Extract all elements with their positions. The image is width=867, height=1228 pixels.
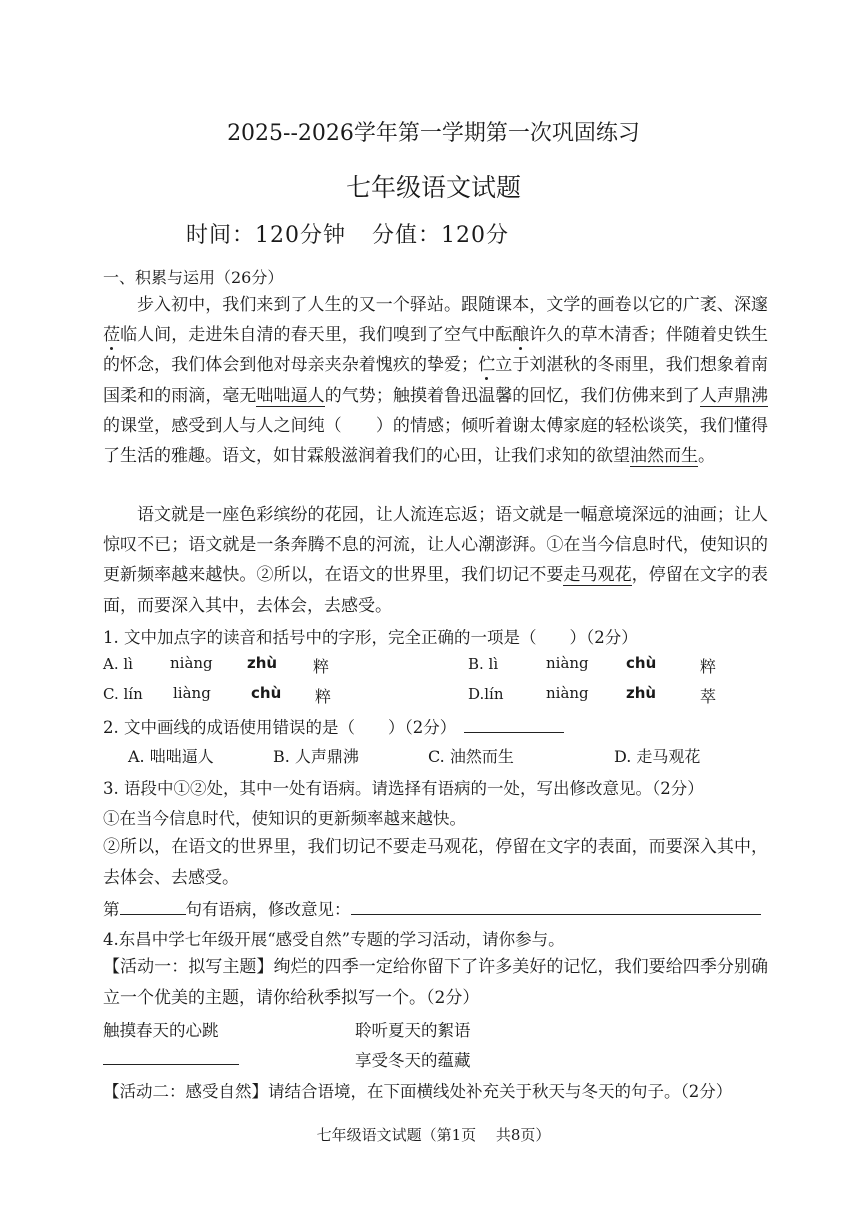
q2-option-b[interactable]: B. 人声鼎沸	[273, 747, 359, 766]
q1-option-c[interactable]: C. lín liàng chù 粹	[103, 684, 332, 706]
spring-theme: 触摸春天的心跳	[103, 1021, 219, 1040]
passage-paragraph-2: 语文就是一座色彩缤纷的花园，让人流连忘返；语文就是一幅意境深远的油画；让人惊叹不已；语文就是一条奔腾不息的河流，让人心潮澎湃。①在当今信息时代，使知识的更新频率越来越快。②所以，在语文的世界里，我们切记不要走马观花，停留在文字的表面，而要深入其中，去体会，去感受。	[103, 505, 769, 616]
q1-option-d[interactable]: D.lín niàng zhù 萃	[468, 684, 717, 706]
question-1-stem: 1. 文中加点字的读音和括号中的字形，完全正确的一项是（ ）（2分）	[103, 628, 638, 647]
page-footer: 七年级语文试题（第1页 共8页）	[316, 1126, 551, 1144]
sentence-number-blank[interactable]	[120, 914, 186, 915]
dotted-char: 酿	[512, 325, 530, 346]
activity-2: 【活动二：感受自然】请结合语境，在下面横线处补充关于秋天与冬天的句子。（2分）	[103, 1082, 733, 1101]
winter-theme: 享受冬天的蕴藏	[355, 1051, 471, 1070]
time-label: 时间：120分钟	[186, 223, 346, 248]
answer-blank[interactable]	[464, 732, 564, 733]
question-2-stem: 2. 文中画线的成语使用错误的是（ ）（2分）	[103, 714, 564, 738]
score-label: 分值：120分	[372, 223, 509, 248]
dotted-char: 伫	[478, 355, 496, 376]
passage-paragraph-1: 步入初中，我们来到了人生的又一个驿站。跟随课本，文学的画卷以它的广袤、深邃莅临人间，走进朱自清的春天里，我们嗅到了空气中酝酿许久的草木清香；伴随着史铁生的怀念，我们体会到他对母亲夹杂着愧疚的挚爱；伫立于刘湛秋的冬雨里，我们想象着南国柔和的雨滴，毫无咄咄逼人的气势；触摸着鲁迅温馨的回忆，我们仿佛来到了人声鼎沸的课堂，感受到人与人之间纯（ ）的情感；倾听着谢太傅家庭的轻松谈笑，我们懂得了生活的雅趣。语文，如甘霖般滋润着我们的心田，让我们求知的欲望油然而生。	[103, 295, 769, 467]
exam-title: 2025--2026学年第一学期第一次巩固练习	[227, 121, 640, 146]
q3-sentence-1: ①在当今信息时代，使知识的更新频率越来越快。	[103, 809, 466, 828]
activity-1: 【活动一：拟写主题】绚烂的四季一定给你留下了许多美好的记忆，我们要给四季分别确立一个优美的主题，请你给秋季拟写一个。（2分）	[103, 957, 768, 1008]
summer-theme: 聆听夏天的絮语	[355, 1021, 471, 1040]
section-heading: 一、积累与运用（26分）	[103, 268, 284, 287]
question-4-stem: 4.东昌中学七年级开展“感受自然”专题的学习活动，请你参与。	[103, 930, 565, 949]
underlined-idiom: 人声鼎沸	[699, 385, 769, 406]
q2-option-a[interactable]: A. 咄咄逼人	[128, 747, 214, 766]
dotted-char: 莅	[103, 325, 121, 346]
autumn-theme-blank[interactable]	[103, 1064, 239, 1065]
question-3-stem: 3. 语段中①②处，其中一处有语病。请选择有语病的一处，写出修改意见。（2分）	[103, 779, 704, 798]
q1-option-b[interactable]: B. lì niàng chù 粹	[468, 654, 717, 676]
q1-option-a[interactable]: A. lì niàng zhù 粹	[103, 654, 330, 676]
q3-sentence-2: ②所以，在语文的世界里，我们切记不要走马观花，停留在文字的表面，而要深入其中，去体会、去感受。	[103, 837, 768, 888]
exam-meta	[186, 218, 509, 249]
underlined-idiom: 咄咄逼人	[256, 385, 325, 406]
revision-blank[interactable]	[351, 914, 761, 915]
underlined-idiom: 走马观花	[563, 565, 632, 586]
q3-answer-line: 第 句有语病，修改意见：	[103, 896, 761, 920]
q2-option-c[interactable]: C. 油然而生	[428, 747, 514, 766]
q2-option-d[interactable]: D. 走马观花	[614, 747, 701, 766]
underlined-idiom: 油然而生	[630, 446, 698, 467]
exam-subject: 七年级语文试题	[345, 173, 521, 202]
